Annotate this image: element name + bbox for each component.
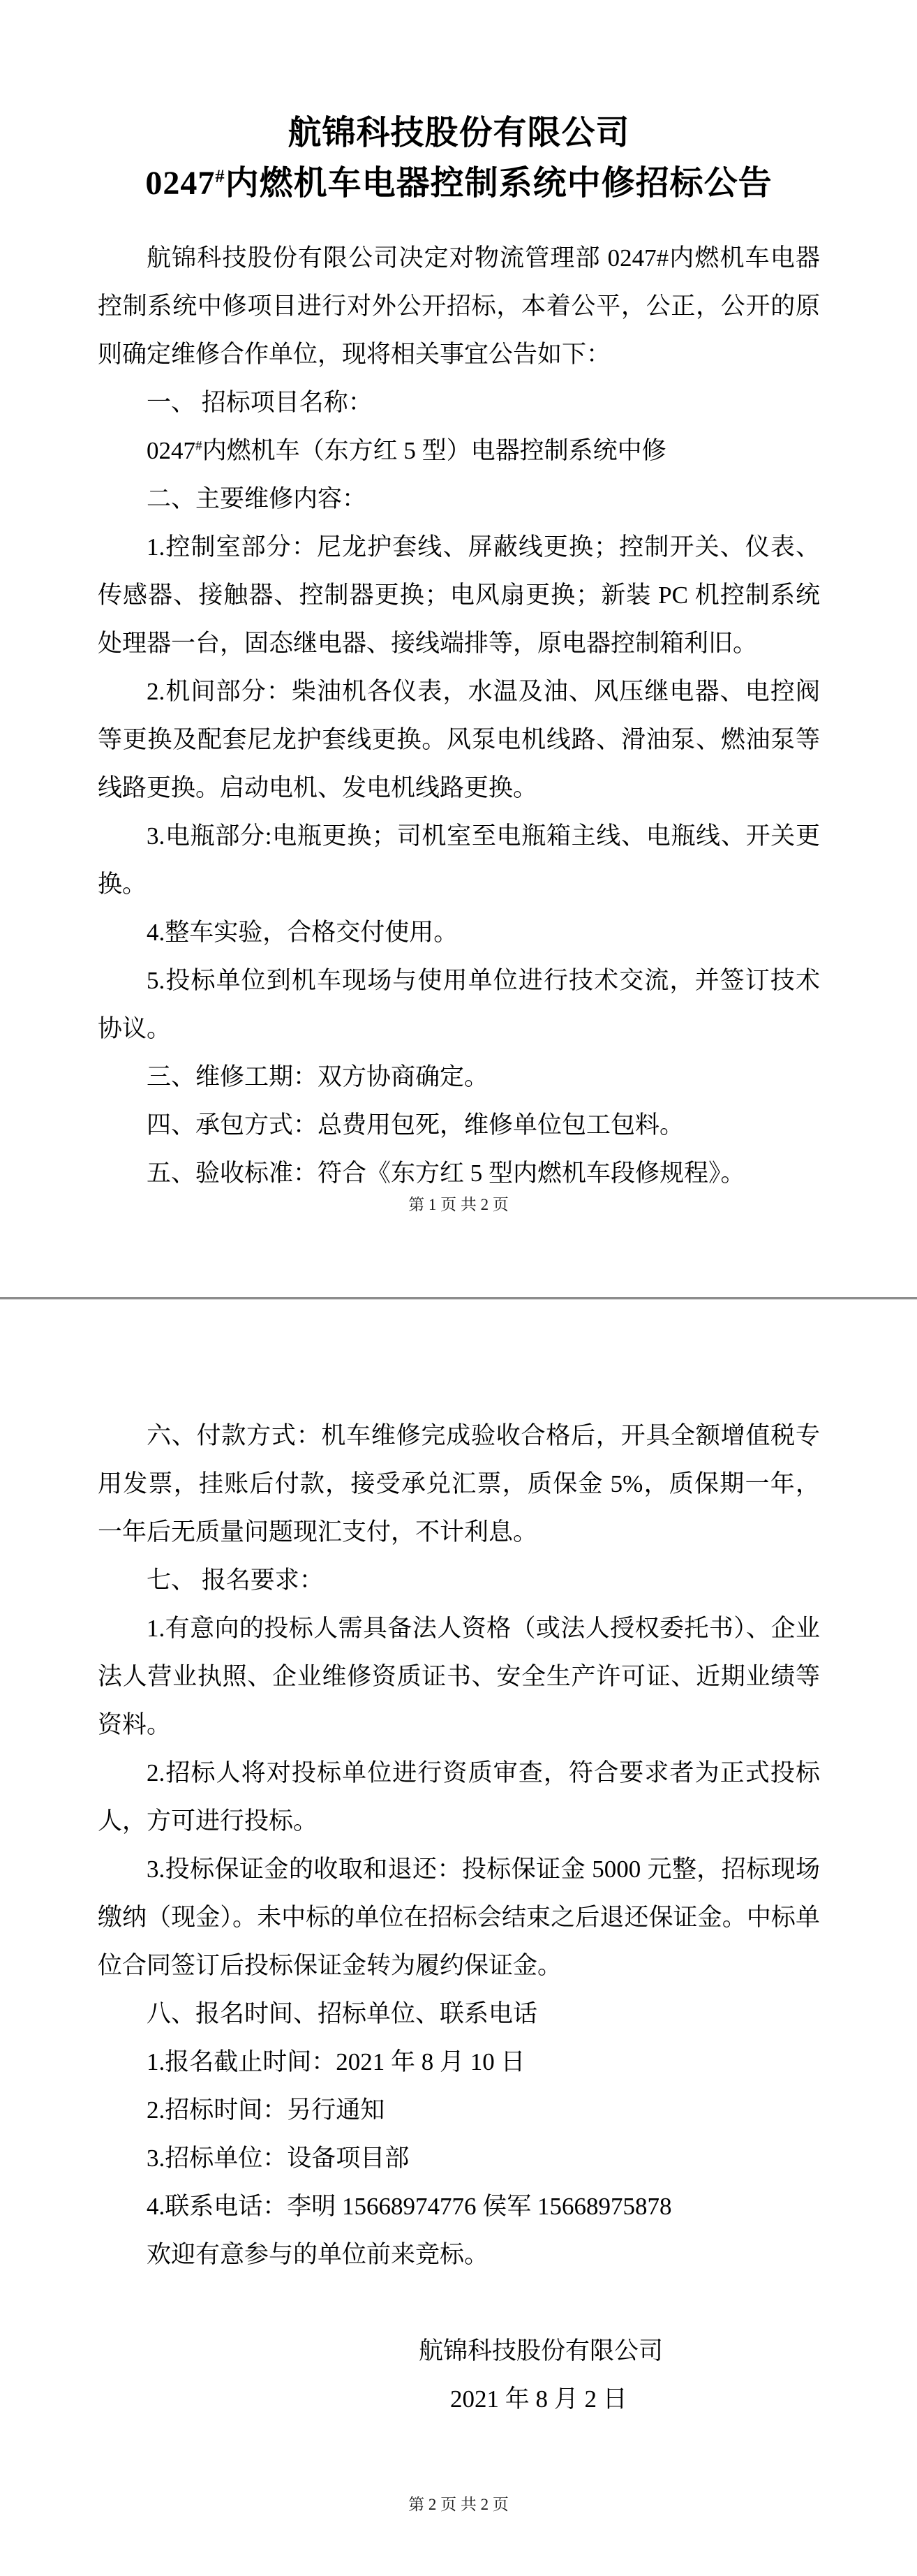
- signature-date: 2021 年 8 月 2 日: [450, 2385, 627, 2413]
- document-title-line2: [98, 158, 820, 209]
- text-run: 三、维修工期：双方协商确定。: [147, 1063, 489, 1090]
- paragraph: [98, 1556, 820, 1604]
- paragraph: [98, 1604, 820, 1749]
- page-1-body: [98, 234, 820, 1197]
- page-2-body: [98, 1412, 820, 2279]
- paragraph: [98, 2086, 820, 2134]
- text-run: 七、 报名要求：: [147, 1567, 324, 1594]
- signature-company: 航锦科技股份有限公司: [419, 2337, 664, 2364]
- text-run: 2.招标人将对投标单位进行资质审查，符合要求者为正式投标人，方可进行投标。: [98, 1759, 820, 1835]
- page-2: [0, 1300, 917, 2576]
- paragraph: [98, 378, 820, 427]
- text-run: 4.整车实验，合格交付使用。: [147, 919, 458, 946]
- superscript-text: #: [215, 165, 225, 186]
- text-run: 一、 招标项目名称：: [147, 389, 373, 416]
- page-footer: 第 2 页 共 2 页: [408, 2496, 509, 2513]
- text-run: 六、付款方式：机车维修完成验收合格后，开具全额增值税专用发票，挂账后付款，接受承兑汇票，质保金 5%，质保期一年，一年后无质量问题现汇支付，不计利息。: [98, 1422, 820, 1546]
- paragraph: [98, 523, 820, 667]
- text-run: 3.招标单位：设备项目部: [147, 2145, 410, 2172]
- paragraph: [98, 1101, 820, 1149]
- text-run: 3.投标保证金的收取和退还：投标保证金 5000 元整，招标现场缴纳（现金）。未中标的单位在招标会结束之后退还保证金。中标单位合同签订后投标保证金转为履约保证金。: [98, 1856, 820, 1979]
- paragraph: [98, 475, 820, 523]
- paragraph: [98, 427, 820, 475]
- paragraph: [98, 1412, 820, 1556]
- text-run: 五、验收标准：符合《东方红 5 型内燃机车段修规程》。: [147, 1160, 745, 1187]
- paragraph: [98, 2038, 820, 2086]
- paragraph: [98, 1053, 820, 1101]
- text-run: 航锦科技股份有限公司决定对物流管理部 0247#内燃机车电器控制系统中修项目进行对外公开招标，本着公平，公正，公开的原则确定维修合作单位，现将相关事宜公告如下：: [98, 244, 820, 368]
- text-run: 二、主要维修内容：: [147, 485, 367, 512]
- text-run: 1.控制室部分：尼龙护套线、屏蔽线更换；控制开关、仪表、传感器、接触器、控制器更换；电风扇更换；新装 PC 机控制系统处理器一台，固态继电器、接线端排等，原电器控制箱利旧。: [98, 533, 820, 657]
- text-run: 5.投标单位到机车现场与使用单位进行技术交流，并签订技术协议。: [98, 967, 820, 1042]
- text-run: 内燃机车（东方红 5 型）电器控制系统中修: [202, 437, 666, 464]
- text-run: 四、承包方式：总费用包死，维修单位包工包料。: [147, 1111, 685, 1139]
- paragraph: [98, 1990, 820, 2038]
- paragraph: [98, 956, 820, 1053]
- paragraph: [98, 812, 820, 908]
- paragraph: [98, 667, 820, 812]
- paragraph: [98, 1845, 820, 1990]
- paragraph: [98, 2230, 820, 2279]
- paragraph: [98, 1749, 820, 1845]
- document-title-line1: 航锦科技股份有限公司: [288, 114, 630, 151]
- text-run: 1.报名截止时间：2021 年 8 月 10 日: [147, 2048, 525, 2075]
- paragraph: [98, 2182, 820, 2230]
- paragraph: [98, 1149, 820, 1197]
- text-run: 0247: [145, 165, 216, 202]
- text-run: 2.机间部分：柴油机各仪表，水温及油、风压继电器、电控阀等更换及配套尼龙护套线更换。风泵电机线路、滑油泵、燃油泵等线路更换。启动电机、发电机线路更换。: [98, 678, 820, 801]
- page-footer: 第 1 页 共 2 页: [408, 1196, 509, 1213]
- text-run: 内燃机车电器控制系统中修招标公告: [225, 165, 773, 202]
- text-run: 1.有意向的投标人需具备法人资格（或法人授权委托书）、企业法人营业执照、企业维修资质证书、安全生产许可证、近期业绩等资料。: [98, 1615, 820, 1738]
- paragraph: [98, 234, 820, 378]
- text-run: 八、报名时间、招标单位、联系电话: [147, 2000, 538, 2027]
- text-run: 0247: [147, 437, 195, 464]
- text-run: 2.招标时间：另行通知: [147, 2096, 385, 2124]
- superscript-text: #: [195, 438, 202, 454]
- paragraph: [98, 908, 820, 956]
- text-run: 3.电瓶部分:电瓶更换；司机室至电瓶箱主线、电瓶线、开关更换。: [98, 822, 820, 898]
- text-run: 4.联系电话：李明 15668974776 侯军 15668975878: [147, 2193, 672, 2220]
- paragraph: [98, 2134, 820, 2182]
- text-run: 欢迎有意参与的单位前来竞标。: [147, 2241, 489, 2268]
